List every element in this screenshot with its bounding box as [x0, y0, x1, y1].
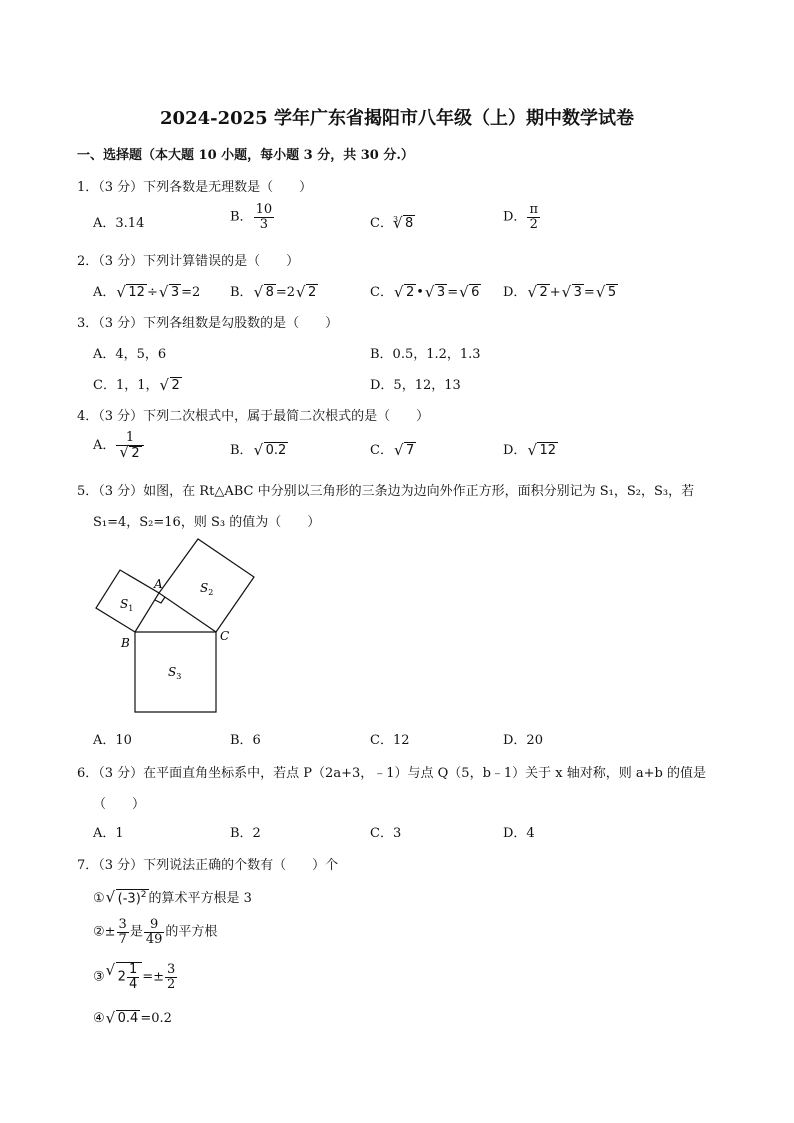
q1-option-a: A．3.14 [93, 216, 145, 231]
exam-title: 2024-2025 学年广东省揭阳市八年级（上）期中数学试卷 [160, 108, 634, 129]
q1-option-b: B． $\frac{10}{3}$ [230, 202, 273, 232]
q2-option-b: B．√ 8 =2√ 2 [230, 281, 318, 300]
q2-option-c: C．√ 2 •√ 3 =√ 6 [370, 281, 481, 300]
q5-option-d: D．20 [503, 733, 543, 748]
q5-option-b: B．6 [230, 733, 261, 748]
q7-statement-2: ②± $\frac{3}{7}$ 是 $\frac{9}{49}$ 的平方根 [93, 917, 218, 947]
q1-option-d: D． $\frac{\pi}{2}$ [503, 202, 538, 232]
q3-option-d: D．5，12，13 [370, 378, 461, 393]
q6-option-a: A．1 [93, 826, 124, 841]
q2-option-d: D．√ 2 +√ 3 =√ 5 [503, 281, 618, 300]
q5-option-c: C．12 [370, 733, 410, 748]
question-5-stem-line2: S₁=4，S₂=16，则 S₃ 的值为（ ） [93, 515, 321, 530]
q7-statement-3: ③√ 2 $\frac{1}{4}$ =± $\frac{3}{2}$ [93, 962, 178, 991]
question-6-stem-line2: （ ） [93, 797, 146, 812]
label-s2: $S_2$ [200, 581, 214, 597]
label-vertex-a: A [154, 577, 163, 591]
label-s3: $S_3$ [168, 665, 182, 681]
pythagoras-squares-figure [90, 536, 265, 718]
q5-option-a: A．10 [93, 733, 132, 748]
label-vertex-b: B [121, 636, 130, 650]
question-6-stem-line1: 6．（3 分）在平面直角坐标系中，若点 P（2a+3，﹣1）与点 Q（5，b﹣1）关于 x 轴对称，则 a+b 的值是 [77, 766, 706, 781]
question-7-stem: 7．（3 分）下列说法正确的个数有（ ）个 [77, 858, 339, 873]
q4-option-d: D．√ 12 [503, 439, 558, 458]
question-3-stem: 3．（3 分）下列各组数是勾股数的是（ ） [77, 316, 339, 331]
q6-option-d: D．4 [503, 826, 535, 841]
q7-statement-1: ①√ $(-3)^2$ 的算术平方根是 3 [93, 887, 252, 906]
section-heading: 一、选择题（本大题 10 小题，每小题 3 分，共 30 分.） [77, 148, 414, 163]
q4-option-c: C．√ 7 [370, 439, 416, 458]
q3-option-b: B．0.5，1.2，1.3 [370, 347, 481, 362]
q3-option-a: A．4，5，6 [93, 347, 167, 362]
label-s1: $S_1$ [120, 597, 134, 613]
q4-option-b: B．√ 0.2 [230, 439, 288, 458]
q6-option-b: B．2 [230, 826, 261, 841]
label-vertex-c: C [220, 629, 230, 643]
question-2-stem: 2．（3 分）下列计算错误的是（ ） [77, 254, 300, 269]
q3-option-c: C．1，1，√ 2 [93, 374, 182, 393]
q2-option-a: A．√ 12 ÷√ 3 =2 [93, 281, 200, 300]
question-5-stem-line1: 5．（3 分）如图，在 Rt△ABC 中分别以三角形的三条边为边向外作正方形，面积分别记为 S₁，S₂，S₃，若 [77, 484, 695, 499]
q4-option-a: A． 1 √ 2 [93, 431, 145, 460]
question-1-stem: 1．（3 分）下列各数是无理数是（ ） [77, 180, 313, 195]
q7-statement-4: ④√ 0.4 =0.2 [93, 1010, 172, 1026]
question-4-stem: 4．（3 分）下列二次根式中，属于最简二次根式的是（ ） [77, 409, 430, 424]
q6-option-c: C．3 [370, 826, 402, 841]
q1-option-c: C．$^3$√ 8 [370, 212, 415, 231]
